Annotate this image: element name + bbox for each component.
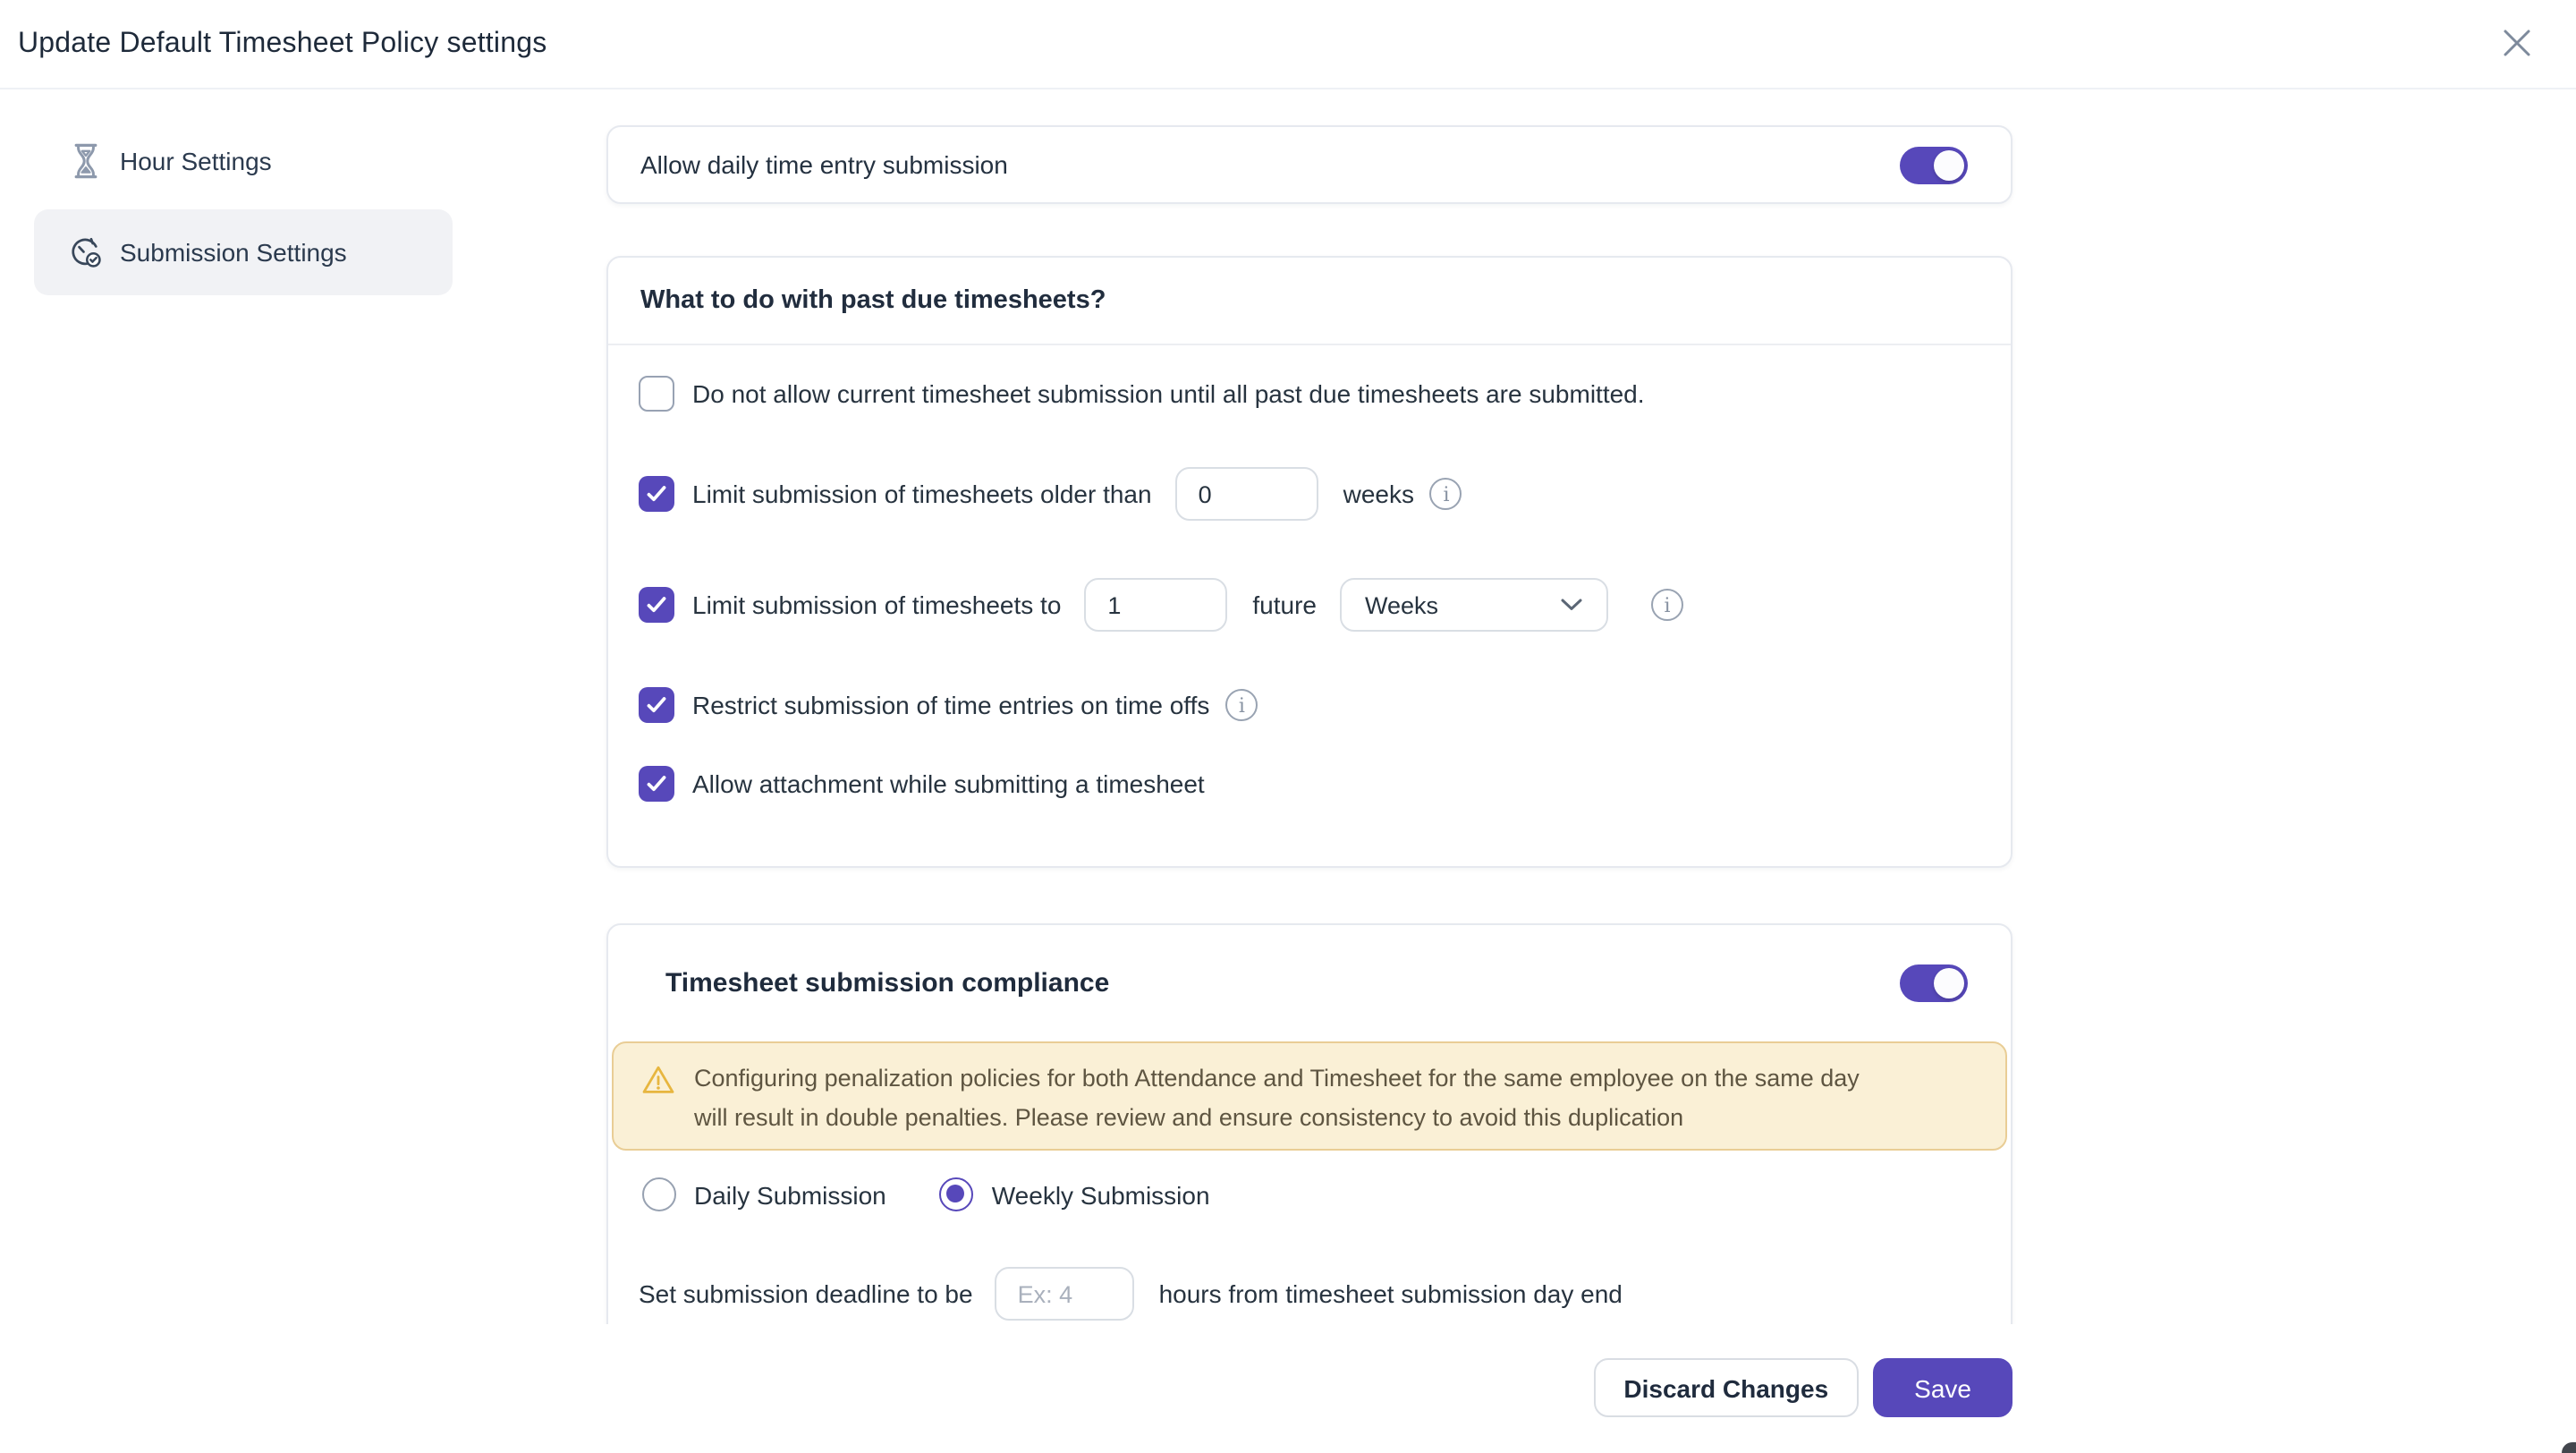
past-due-card [606, 256, 2012, 868]
deadline-hours-input[interactable] [995, 1267, 1134, 1321]
sidebar-item-label: Hour Settings [120, 147, 272, 175]
close-button[interactable] [2496, 23, 2538, 66]
weekly-submission-option[interactable] [940, 1177, 1210, 1211]
future-unit-select[interactable] [1340, 578, 1608, 632]
sidebar-item-submission-settings[interactable] [34, 209, 453, 295]
compliance-card [606, 923, 2012, 1324]
no-current-row [608, 372, 2011, 415]
older-than-weeks-input[interactable] [1175, 467, 1318, 521]
warning-text: Configuring penalization policies for both Attendance and Timesheet for the same employee on the same day will result in double penalties. Please review and ensure consistency to avoid this duplication [694, 1065, 1860, 1131]
attachment-checkbox[interactable] [639, 766, 674, 802]
sidebar-item-label: Submission Settings [120, 238, 347, 267]
future-limit-middle: future [1252, 591, 1318, 619]
discard-changes-button[interactable]: Discard Changes [1593, 1358, 1859, 1417]
submission-frequency-group [608, 1177, 2011, 1211]
future-limit-input[interactable] [1084, 578, 1227, 632]
compliance-header [608, 925, 2011, 1041]
toggle-knob [1934, 149, 1964, 180]
future-limit-row [608, 578, 2011, 632]
modal-title: Update Default Timesheet Policy settings [18, 28, 547, 58]
warning-icon [640, 1063, 676, 1106]
modal-header [0, 0, 2576, 89]
deadline-suffix: hours from timesheet submission day end [1158, 1279, 1623, 1308]
restrict-checkbox[interactable] [639, 687, 674, 723]
daily-entry-toggle[interactable] [1900, 146, 1968, 183]
chevron-down-icon [1560, 589, 1583, 621]
compliance-toggle[interactable] [1900, 964, 1968, 1002]
toggle-knob [1934, 968, 1964, 998]
info-icon[interactable]: i [1225, 689, 1258, 721]
hourglass-icon [68, 140, 104, 183]
sidebar-item-hour-settings[interactable] [34, 125, 453, 197]
weekly-submission-label: Weekly Submission [991, 1180, 1210, 1209]
future-limit-label: Limit submission of timesheets to [692, 591, 1062, 619]
modal-body [0, 88, 2576, 1324]
older-than-row [608, 467, 2011, 521]
check-icon [644, 771, 669, 796]
weekly-submission-radio[interactable] [940, 1177, 974, 1211]
future-unit-value: Weeks [1365, 591, 1439, 618]
compliance-title: Timesheet submission compliance [665, 968, 1110, 998]
attachment-row [608, 762, 2011, 805]
info-icon[interactable]: i [1430, 478, 1462, 510]
no-current-checkbox[interactable] [639, 376, 674, 412]
past-due-title: What to do with past due timesheets? [608, 258, 2011, 345]
daily-entry-card [606, 125, 2012, 204]
settings-content [606, 88, 2012, 1324]
daily-submission-label: Daily Submission [694, 1180, 886, 1209]
future-limit-checkbox[interactable] [639, 587, 674, 623]
daily-submission-option[interactable] [642, 1177, 886, 1211]
older-than-checkbox[interactable] [639, 476, 674, 512]
attachment-label: Allow attachment while submitting a timesheet [692, 769, 1205, 798]
check-icon [644, 592, 669, 617]
restrict-row [608, 684, 2011, 726]
no-current-label: Do not allow current timesheet submission until all past due timesheets are submitted. [692, 379, 1645, 408]
info-icon[interactable]: i [1651, 589, 1683, 621]
history-check-icon [68, 231, 104, 274]
restrict-label: Restrict submission of time entries on time offs [692, 691, 1210, 719]
deadline-prefix: Set submission deadline to be [639, 1279, 973, 1308]
modal-footer [0, 1324, 2576, 1453]
close-icon [2497, 22, 2537, 67]
daily-entry-label: Allow daily time entry submission [640, 150, 1008, 179]
penalization-warning [612, 1041, 2007, 1151]
older-than-label: Limit submission of timesheets older than [692, 480, 1152, 508]
check-icon [644, 481, 669, 506]
daily-submission-radio[interactable] [642, 1177, 676, 1211]
older-than-suffix: weeks [1343, 480, 1414, 508]
settings-sidebar [34, 125, 453, 295]
deadline-row [608, 1267, 2011, 1321]
check-icon [644, 693, 669, 718]
save-button[interactable]: Save [1873, 1358, 2012, 1417]
